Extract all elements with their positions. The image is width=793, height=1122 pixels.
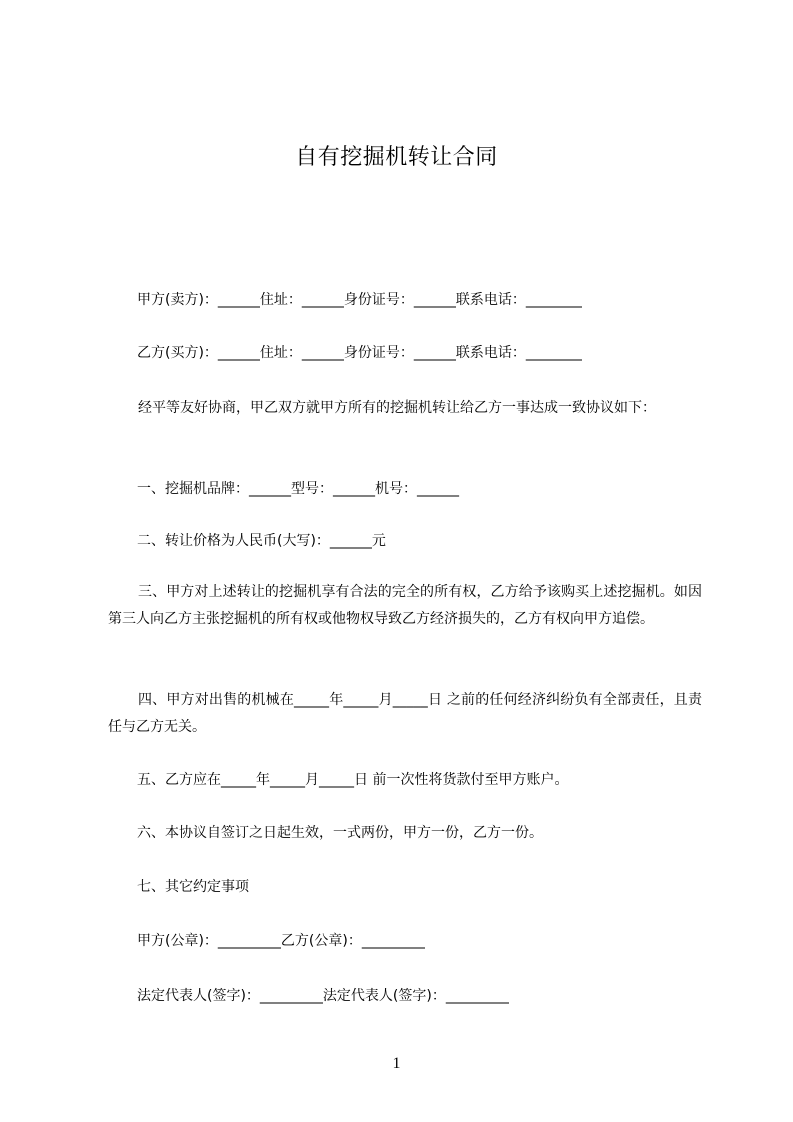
clause-3: 三、甲方对上述转让的挖掘机享有合法的完全的所有权，乙方给予该购买上述挖掘机。如因第三人向乙方主张挖掘机的所有权或他物权导致乙方经济损失的，乙方有权向甲方追偿。 [108, 584, 702, 627]
signature-line: 法定代表人(签字)：_________法定代表人(签字)：_________ [137, 988, 509, 1004]
clause-1: 一、挖掘机品牌：______型号：______机号：______ [137, 481, 459, 497]
clause-2: 二、转让价格为人民币(大写)：______元 [137, 533, 386, 549]
clause-4: 四、甲方对出售的机械在_____年_____月_____日 之前的任何经济纠纷负有全部责任，且责任与乙方无关。 [108, 692, 702, 735]
party-a-line: 甲方(卖方)：______住址：______身份证号：______联系电话：________ [137, 292, 582, 308]
clause-7: 七、其它约定事项 [137, 879, 249, 895]
clause-6: 六、本协议自签订之日起生效，一式两份，甲方一份，乙方一份。 [137, 825, 543, 841]
seal-line: 甲方(公章)：_________乙方(公章)：_________ [137, 933, 425, 949]
clause-5: 五、乙方应在_____年_____月_____日 前一次性将货款付至甲方账户。 [137, 772, 569, 788]
party-b-line: 乙方(买方)：______住址：______身份证号：______联系电话：________ [137, 345, 582, 361]
document-title: 自有挖掘机转让合同 [295, 145, 498, 170]
page-number: 1 [392, 1055, 401, 1072]
intro-paragraph: 经平等友好协商，甲乙双方就甲方所有的挖掘机转让给乙方一事达成一致协议如下： [138, 400, 656, 416]
